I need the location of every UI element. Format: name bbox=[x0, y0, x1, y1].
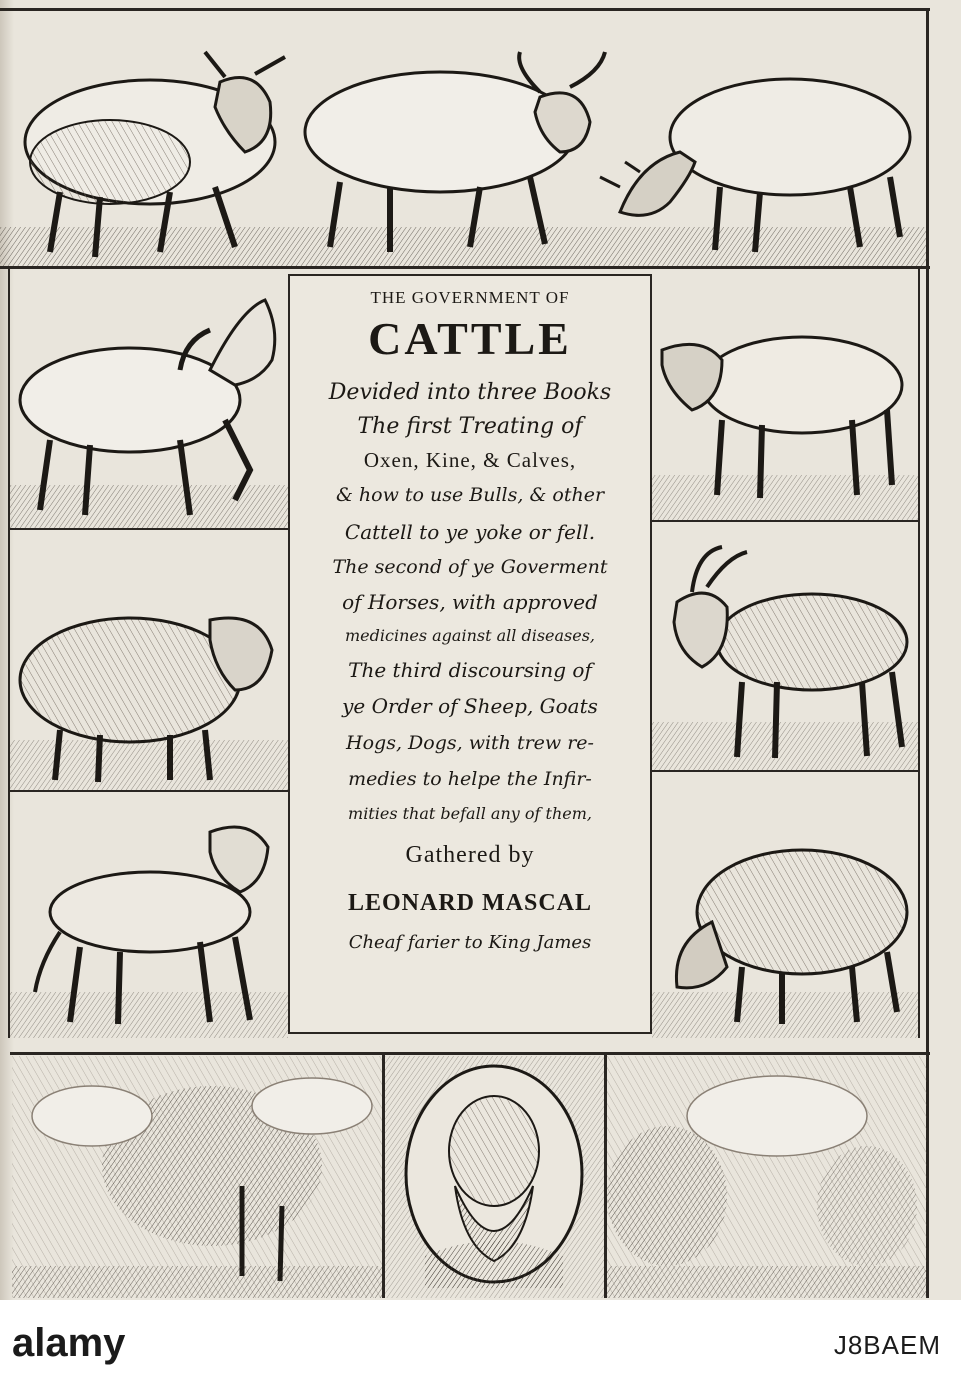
title-line-4: The first Treating of bbox=[357, 414, 583, 439]
title-line-3: Devided into three Books bbox=[328, 380, 612, 405]
title-line-15: mities that befall any of them, bbox=[348, 804, 592, 823]
hog-engraving bbox=[652, 772, 918, 1038]
goat-engraving-panel bbox=[652, 522, 918, 770]
stock-image-id: J8BAEM bbox=[833, 1330, 941, 1360]
cattle-engraving-panel bbox=[0, 12, 926, 266]
title-line-11: The third discoursing of bbox=[348, 658, 592, 682]
title-main: CATTLE bbox=[368, 313, 572, 364]
title-line-13: Hogs, Dogs, with trew re- bbox=[346, 732, 594, 754]
title-line-8: The second of ye Goverment bbox=[332, 556, 608, 578]
title-line-6: & how to use Bulls, & other bbox=[335, 484, 605, 506]
title-line-10: medicines against all diseases, bbox=[344, 626, 596, 645]
alamy-logo-mark bbox=[8, 1322, 208, 1368]
title-line-1: THE GOVERNMENT OF bbox=[370, 288, 570, 307]
calf-engraving-panel bbox=[652, 270, 918, 520]
alamy-logo bbox=[8, 1322, 208, 1368]
dog-engraving bbox=[10, 792, 288, 1038]
hog-engraving-panel bbox=[652, 772, 918, 1038]
landscape-engraving-left bbox=[12, 1056, 382, 1298]
goat-engraving bbox=[652, 522, 918, 770]
title-line-14: medies to helpe the Infir- bbox=[348, 768, 592, 790]
landscape-left-panel bbox=[12, 1056, 382, 1298]
frame-row1-bottom bbox=[0, 266, 930, 269]
title-line-9: of Horses, with approved bbox=[342, 590, 598, 614]
title-line-5: Oxen, Kine, & Calves, bbox=[363, 448, 577, 472]
frame-col-right bbox=[918, 268, 920, 1038]
frame-row3-top bbox=[10, 1052, 930, 1055]
sheep-engraving-panel bbox=[10, 530, 288, 790]
title-panel bbox=[288, 274, 652, 1034]
title-line-7: Cattell to ye yoke or fell. bbox=[344, 520, 596, 544]
horse-engraving-panel bbox=[10, 270, 288, 528]
sheep-engraving bbox=[10, 530, 288, 790]
calf-engraving bbox=[652, 270, 918, 520]
title-gathered-by: Gathered by bbox=[405, 842, 535, 868]
landscape-engraving-right bbox=[607, 1056, 927, 1298]
portrait-panel bbox=[385, 1056, 604, 1298]
landscape-right-panel bbox=[607, 1056, 927, 1298]
frame-top bbox=[0, 8, 930, 11]
author-title: Cheaf farier to King James bbox=[348, 932, 592, 953]
alamy-logo-text: alamy bbox=[12, 1322, 126, 1365]
horse-engraving bbox=[10, 270, 288, 528]
dog-engraving-panel bbox=[10, 792, 288, 1038]
cattle-engraving bbox=[0, 12, 926, 266]
title-line-12: ye Order of Sheep, Goats bbox=[342, 694, 598, 718]
author-portrait-engraving bbox=[385, 1056, 604, 1298]
author-name: LEONARD MASCAL bbox=[347, 890, 592, 916]
